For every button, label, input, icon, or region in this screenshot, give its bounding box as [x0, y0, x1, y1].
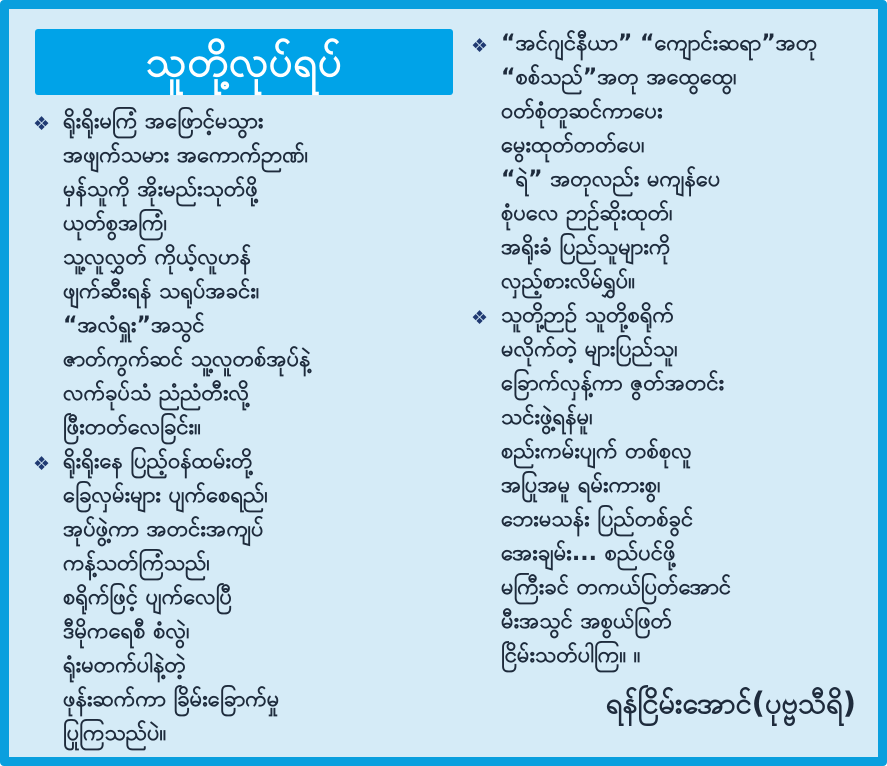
poem-line: အုပ်ဖွဲ့ကာ အတင်းအကျပ် [63, 517, 264, 542]
poem-line: ဖုန်းဆက်ကာ ခြိမ်းခြောက်မှု [63, 687, 280, 712]
diamond-bullet-icon: ❖ [471, 35, 489, 57]
poem-line: ဘေးမသန်း ပြည်တစ်ခွင် [501, 507, 694, 532]
poem-line: သူ့လူလွှတ် ကိုယ့်လူဟန် [63, 245, 252, 270]
poem-line: အေးချမ်း... စည်ပင်ဖို့ [501, 541, 676, 566]
stanza-lines [501, 299, 864, 673]
poem-columns [9, 9, 878, 757]
poem-line: ဒီမိုကရေစီ စံလွဲ၊ [63, 619, 190, 644]
poem-line: အဖျက်သမား အကောက်ဉာဏ်၊ [63, 143, 309, 168]
poem-line: မလိုက်တဲ့ များပြည်သူ၊ [501, 337, 678, 362]
poem-line: “စစ်သည်”အတု အထွေထွေ၊ [501, 65, 737, 90]
poem-line: “အင်ဂျင်နီယာ” “ကျောင်းဆရာ”အတု [501, 31, 818, 56]
poem-line: ပြုကြသည်ပဲ။ [63, 721, 167, 746]
poem-line: လက်ခုပ်သံ ညံညံတီးလို့ [63, 381, 250, 406]
poem-line: စည်းကမ်းပျက် တစ်စုလူ [501, 439, 692, 464]
poem-line: ရိုးရိုးမကြံ အဖြောင့်မသွား [63, 109, 264, 134]
diamond-bullet-icon: ❖ [471, 307, 489, 329]
poem-line: အပြုအမူ ရမ်းကားစွ၊ [501, 473, 661, 498]
stanza-lines [63, 105, 453, 445]
page-title: သူတို့လုပ်ရပ် [146, 37, 342, 86]
poem-line: ဇာတ်ကွက်ဆင် သူ့လူတစ်အုပ်နဲ့ [63, 347, 311, 372]
poem-line: စရိုက်ဖြင့် ပျက်လေပြီ [63, 585, 233, 610]
stanza [467, 27, 864, 299]
poem-line: ဖျက်ဆီးရန် သရုပ်အခင်း၊ [63, 279, 260, 304]
stanza [29, 105, 453, 445]
poem-line: သင်းဖွဲ့ရန်မူ၊ [501, 405, 593, 430]
stanza-lines [63, 445, 453, 751]
poem-line: မီးအသွင် အစွယ်ဖြတ် [501, 609, 673, 634]
diamond-bullet-icon: ❖ [33, 453, 51, 475]
poem-line: ယုတ်စွအကြံ၊ [63, 211, 168, 236]
poem-line: ဝတ်စုံတူဆင်ကာပေး [501, 99, 663, 124]
poem-line: လှည့်စားလိမ်ရွှပ်။ [501, 269, 635, 294]
poem-column-left [29, 27, 453, 751]
poem-line: ကန့်သတ်ကြံသည်၊ [63, 551, 210, 576]
poem-line: မွေးထုတ်တတ်ပေ၊ [501, 133, 645, 158]
poem-line: ဖြီးတတ်လေခြင်း။ [63, 415, 201, 440]
poem-line: စုံပလေ ဉာဉ်ဆိုးထုတ်၊ [501, 201, 673, 226]
stanza [467, 299, 864, 673]
poem-line: မှန်သူကို အိုးမည်းသုတ်ဖို့ [63, 177, 258, 202]
title-box [35, 29, 453, 95]
stanza-lines [501, 27, 864, 299]
poem-line: ရုံးမတက်ပါနဲ့တဲ့ [63, 653, 186, 678]
poem-column-right [467, 27, 864, 751]
poem-line: ရိုးရိုးနေ ပြည့်ဝန်ထမ်းတို့ [63, 449, 253, 474]
poem-line: အရိုးခံ ပြည်သူများကို [501, 235, 671, 260]
poem-line: ငြိမ်းသတ်ပါကြ။ ။ [501, 643, 641, 668]
diamond-bullet-icon: ❖ [33, 113, 51, 135]
poem-line: ခြောက်လှန့်ကာ ဇွတ်အတင်း [501, 371, 725, 396]
poem-line: ခြေလှမ်းများ ပျက်စေရည်၊ [63, 483, 268, 508]
author-signature: ရန်ငြိမ်းအောင်(ပုဗ္ဗသီရိ) [605, 686, 856, 720]
poem-line: မကြီးခင် တကယ်ပြတ်အောင် [501, 575, 732, 600]
stanza-container-right [467, 27, 864, 673]
poem-line: “အလံရှူး”အသွင် [63, 313, 205, 338]
stanza-container-left [29, 105, 453, 751]
poem-line: “ရဲ” အတုလည်း မကျန်ပေ [501, 167, 721, 192]
stanza [29, 445, 453, 751]
poem-line: သူတို့ဉာဉ် သူတို့စရိုက် [501, 303, 675, 328]
